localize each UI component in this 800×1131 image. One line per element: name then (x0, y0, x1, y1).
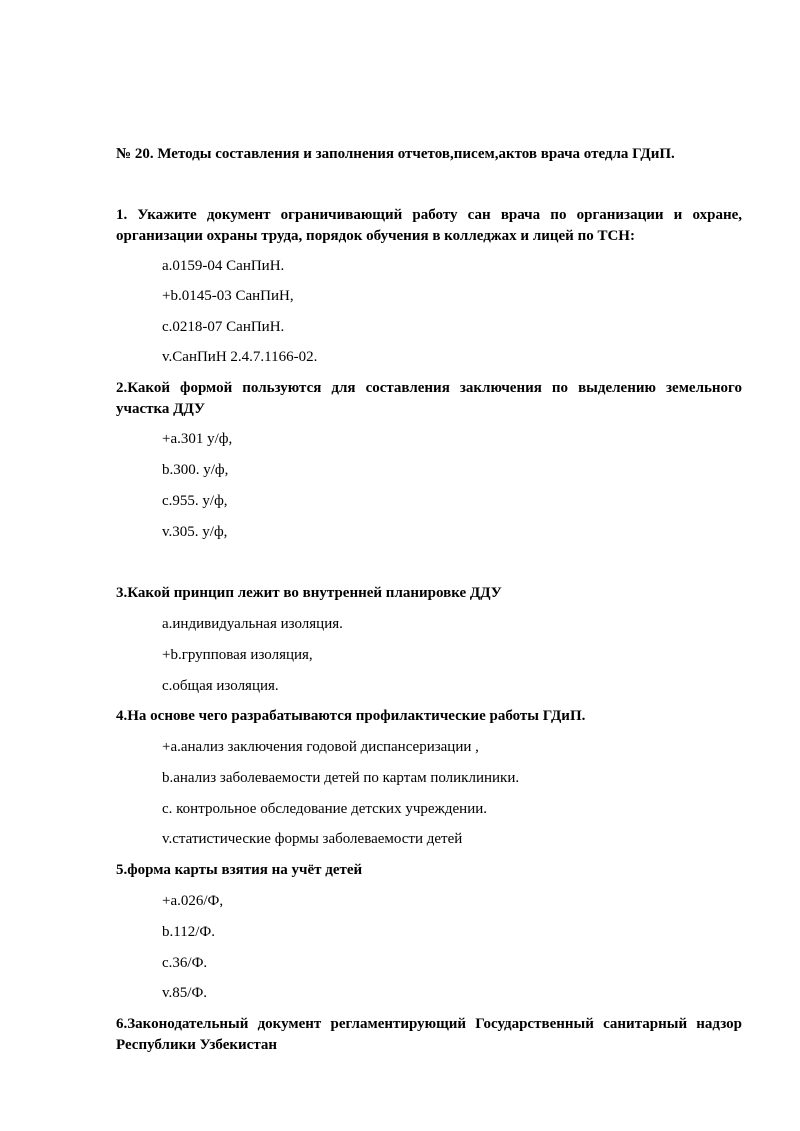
question-2: 2.Какой формой пользуются для составления заключения по выделению земельного участка ДДУ (116, 380, 742, 417)
question-2-option-b: b.300. у/ф, (162, 462, 229, 478)
question-1-option-b: +b.0145-03 СанПиН, (162, 288, 294, 304)
question-3: 3.Какой принцип лежит во внутренней планировке ДДУ (116, 585, 502, 601)
question-4-option-c: c. контрольное обследование детских учреждении. (162, 801, 488, 817)
document-title: № 20. Методы составления и заполнения отчетов,писем,актов врача отедла ГДиП. (116, 146, 675, 162)
question-5-option-b: b.112/Ф. (162, 924, 215, 940)
question-2-option-a: +a.301 у/ф, (162, 431, 233, 447)
question-1-option-c: c.0218-07 СанПиН. (162, 319, 285, 335)
question-4: 4.На основе чего разрабатываются профилактические работы ГДиП. (116, 708, 586, 724)
question-6: 6.Законодательный документ регламентирующий Государственный санитарный надзор Республики Узбекистан (116, 1016, 742, 1053)
question-5-option-c: c.36/Ф. (162, 955, 208, 971)
question-4-option-b: b.анализ заболеваемости детей по картам поликлиники. (162, 770, 520, 786)
question-5-option-v: v.85/Ф. (162, 985, 208, 1001)
question-1-option-v: v.СанПиН 2.4.7.1166-02. (162, 349, 318, 365)
question-5: 5.форма карты взятия на учёт детей (116, 862, 363, 878)
question-4-option-a: +a.анализ заключения годовой диспансеризации , (162, 739, 479, 755)
question-2-option-v: v.305. у/ф, (162, 524, 228, 540)
question-3-option-b: +b.групповая изоляция, (162, 647, 313, 663)
question-3-option-c: c.общая изоляция. (162, 678, 279, 694)
question-1-option-a: a.0159-04 СанПиН. (162, 258, 285, 274)
question-4-option-v: v.статистические формы заболеваемости детей (162, 831, 463, 847)
question-3-option-a: a.индивидуальная изоляция. (162, 616, 343, 632)
question-1: 1. Укажите документ ограничивающий работу сан врача по организации и охране, организации охраны труда, порядок обучения в колледжах и лицей по ТСН: (116, 207, 742, 244)
question-5-option-a: +a.026/Ф, (162, 893, 224, 909)
question-2-option-c: c.955. у/ф, (162, 493, 228, 509)
